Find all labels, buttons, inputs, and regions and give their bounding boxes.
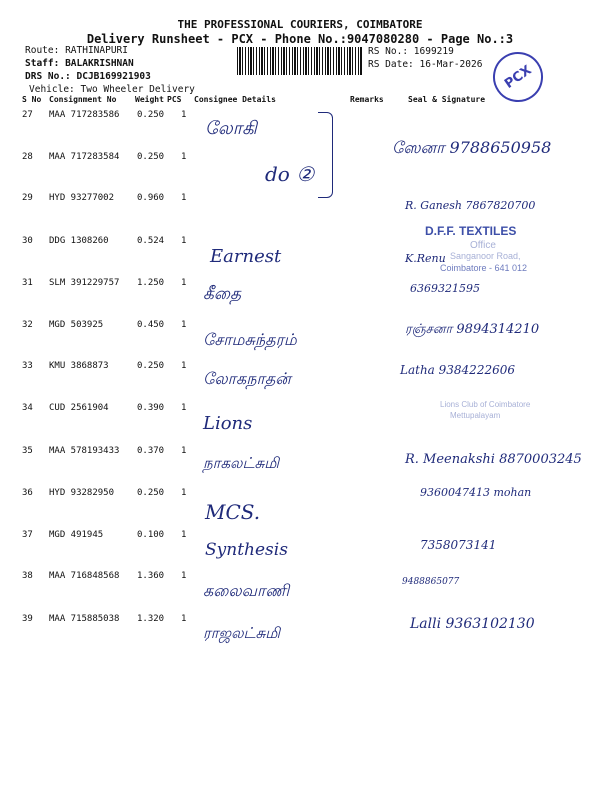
row-sno: 31 bbox=[22, 278, 33, 288]
row-pcs: 1 bbox=[181, 446, 187, 456]
row-signature: R. Meenakshi 8870003245 bbox=[405, 452, 582, 467]
row-signature: 9360047413 mohan bbox=[420, 486, 532, 499]
row-consignment-no: MAA 715885038 bbox=[49, 614, 120, 624]
runsheet-title: Delivery Runsheet - PCX - Phone No.:9047080280 - Page No.:3 bbox=[86, 32, 514, 46]
row-weight: 0.960 bbox=[137, 193, 165, 203]
row-consignee-handwriting: do ② bbox=[265, 162, 315, 186]
row-consignee-handwriting: லோகநாதன் bbox=[203, 369, 291, 388]
row-sno: 39 bbox=[22, 614, 33, 624]
rs-no-value: 1699219 bbox=[413, 46, 454, 57]
route-value: RATHINAPURI bbox=[65, 45, 128, 56]
route-line: Route: RATHINAPURI bbox=[25, 45, 128, 56]
row-consignee-handwriting: ராஜலட்சுமி bbox=[203, 624, 281, 642]
row-signature: ரஞ்சனா 9894314210 bbox=[405, 322, 540, 337]
dff-seal-line1: Office bbox=[470, 240, 496, 251]
col-pcs: PCS bbox=[167, 95, 182, 104]
dff-seal-line3: Coimbatore - 641 012 bbox=[440, 263, 528, 273]
row-sno: 29 bbox=[22, 193, 33, 203]
row-pcs: 1 bbox=[181, 110, 187, 120]
row-sno: 35 bbox=[22, 446, 33, 456]
table-row bbox=[0, 614, 600, 672]
row-weight: 0.250 bbox=[137, 488, 165, 498]
row-consignee-handwriting: Earnest bbox=[210, 246, 282, 267]
row-signature: K.Renu bbox=[405, 252, 446, 265]
row-weight: 0.370 bbox=[137, 446, 165, 456]
row-weight: 0.100 bbox=[137, 530, 165, 540]
row-consignee-handwriting: லோகி bbox=[205, 118, 257, 139]
row-consignment-no: HYD 93277002 bbox=[49, 193, 115, 203]
row-signature: 9488865077 bbox=[402, 577, 460, 587]
row-pcs: 1 bbox=[181, 530, 187, 540]
row-weight: 0.450 bbox=[137, 320, 165, 330]
row-consignment-no: HYD 93282950 bbox=[49, 488, 115, 498]
col-weight: Weight bbox=[135, 95, 164, 104]
drs-value: DCJB169921903 bbox=[76, 71, 151, 82]
row-signature: R. Ganesh 7867820700 bbox=[405, 199, 536, 212]
row-signature: 6369321595 bbox=[410, 282, 480, 295]
row-sno: 34 bbox=[22, 403, 33, 413]
drs-line: DRS No.: DCJB169921903 bbox=[25, 71, 151, 82]
row-consignment-no: SLM 391229757 bbox=[49, 278, 120, 288]
row-pcs: 1 bbox=[181, 571, 187, 581]
row-sno: 33 bbox=[22, 361, 33, 371]
row-consignment-no: MGD 491945 bbox=[49, 530, 104, 540]
row-pcs: 1 bbox=[181, 488, 187, 498]
row-sno: 27 bbox=[22, 110, 33, 120]
row-consignee-handwriting: கலைவாணி bbox=[203, 581, 290, 600]
row-consignment-no: MAA 717283586 bbox=[49, 110, 120, 120]
lions-seal-line1: Lions Club of Coimbatore bbox=[440, 400, 531, 409]
lions-seal-line2: Mettupalayam bbox=[450, 411, 501, 420]
dff-seal-company: D.F.F. TEXTILES bbox=[425, 224, 517, 238]
row-consignee-handwriting: Lions bbox=[203, 413, 253, 434]
row-consignment-no: MGD 503925 bbox=[49, 320, 104, 330]
col-seal-signature: Seal & Signature bbox=[408, 95, 486, 104]
row-sno: 30 bbox=[22, 236, 33, 246]
row-pcs: 1 bbox=[181, 152, 187, 162]
row-pcs: 1 bbox=[181, 403, 187, 413]
row-weight: 1.320 bbox=[137, 614, 165, 624]
row-weight: 0.250 bbox=[137, 361, 165, 371]
row-consignee-handwriting: கீதை bbox=[203, 284, 242, 304]
row-consignee-handwriting: Synthesis bbox=[205, 540, 288, 560]
table-header bbox=[0, 95, 600, 107]
row-consignment-no: CUD 2561904 bbox=[49, 403, 109, 413]
col-sno: S No bbox=[22, 95, 42, 104]
row-consignee-handwriting: சோமசுந்தரம் bbox=[203, 330, 297, 349]
row-signature: Lalli 9363102130 bbox=[410, 616, 535, 632]
row-weight: 1.360 bbox=[137, 571, 165, 581]
row-weight: 1.250 bbox=[137, 278, 165, 288]
row-weight: 0.250 bbox=[137, 152, 165, 162]
row-sno: 32 bbox=[22, 320, 33, 330]
row-sno: 38 bbox=[22, 571, 33, 581]
row-consignee-handwriting: நாகலட்சுமி bbox=[203, 454, 279, 472]
row-consignment-no: MAA 578193433 bbox=[49, 446, 120, 456]
col-consignment: Consignment No bbox=[49, 95, 117, 104]
row-signature: ஸேனா 9788650958 bbox=[392, 138, 552, 157]
row-sno: 28 bbox=[22, 152, 33, 162]
row-pcs: 1 bbox=[181, 361, 187, 371]
col-consignee: Consignee Details bbox=[194, 95, 276, 104]
row-signature: 7358073141 bbox=[420, 538, 497, 552]
row-pcs: 1 bbox=[181, 278, 187, 288]
rs-date-value: 16-Mar-2026 bbox=[419, 59, 483, 70]
row-consignment-no: MAA 717283584 bbox=[49, 152, 120, 162]
pcx-stamp: PCX bbox=[483, 42, 553, 112]
row-sno: 37 bbox=[22, 530, 33, 540]
barcode bbox=[237, 47, 363, 75]
row-sno: 36 bbox=[22, 488, 33, 498]
row-consignee-handwriting: MCS. bbox=[205, 500, 261, 524]
row-pcs: 1 bbox=[181, 193, 187, 203]
col-remarks: Remarks bbox=[350, 95, 384, 104]
handwritten-bracket bbox=[318, 112, 333, 198]
row-consignment-no: KMU 3868873 bbox=[49, 361, 109, 371]
row-consignment-no: MAA 716848568 bbox=[49, 571, 120, 581]
row-weight: 0.390 bbox=[137, 403, 165, 413]
row-pcs: 1 bbox=[181, 614, 187, 624]
rs-no-line: RS No.: 1699219 bbox=[368, 46, 454, 57]
row-pcs: 1 bbox=[181, 236, 187, 246]
vehicle-value: Two Wheeler Delivery bbox=[80, 84, 195, 95]
dff-seal-line2: Sanganoor Road, bbox=[450, 251, 521, 261]
row-weight: 0.250 bbox=[137, 110, 165, 120]
staff-value: BALAKRISHNAN bbox=[65, 58, 134, 69]
rs-date-line: RS Date: 16-Mar-2026 bbox=[368, 59, 483, 70]
row-weight: 0.524 bbox=[137, 236, 165, 246]
row-consignment-no: DDG 1308260 bbox=[49, 236, 109, 246]
company-name: THE PROFESSIONAL COURIERS, COIMBATORE bbox=[177, 18, 423, 31]
staff-line: Staff: BALAKRISHNAN bbox=[25, 58, 134, 69]
vehicle-line: Vehicle: Two Wheeler Delivery bbox=[29, 84, 195, 95]
row-pcs: 1 bbox=[181, 320, 187, 330]
row-signature: Latha 9384222606 bbox=[400, 363, 515, 377]
